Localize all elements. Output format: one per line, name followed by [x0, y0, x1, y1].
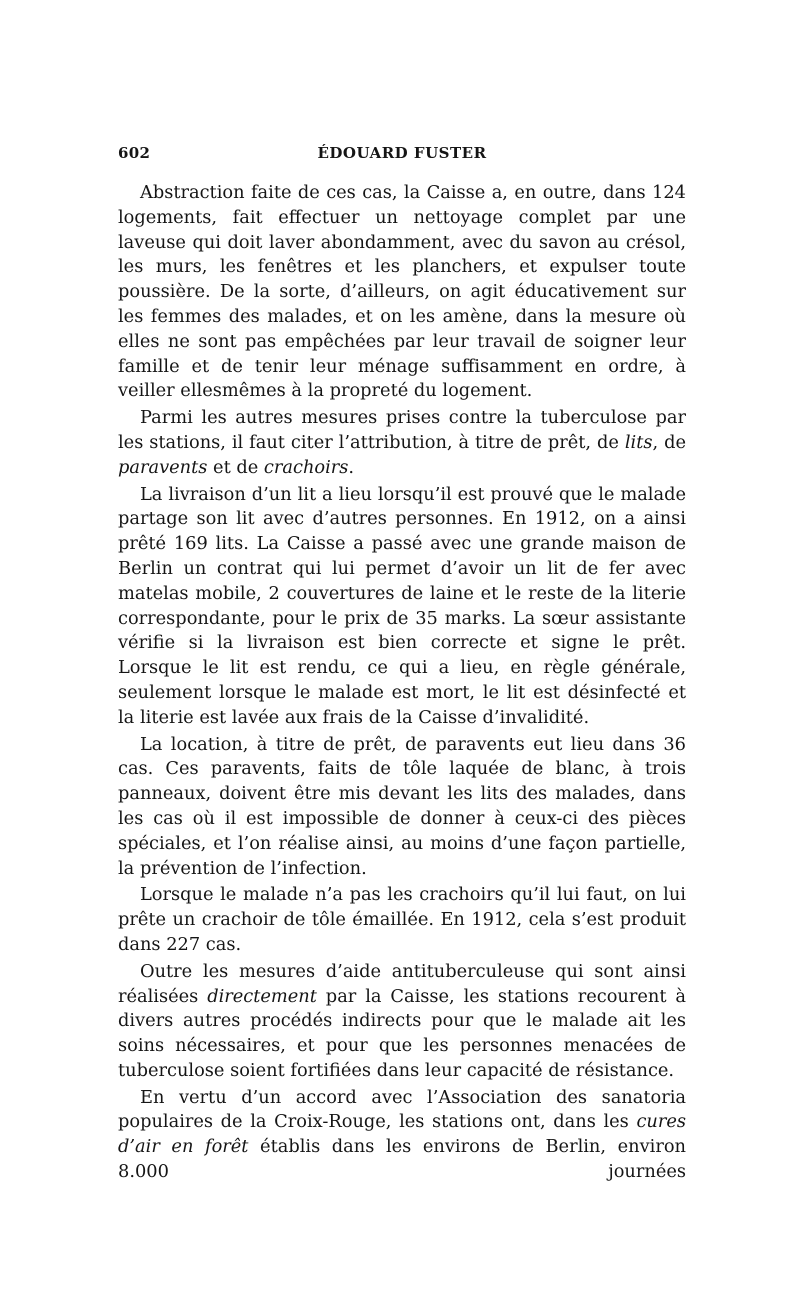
paragraph-text: Outre les mesures d’aide antituberculeuse qui sont ainsi réalisées [118, 960, 686, 1007]
paragraph-bed-delivery [118, 483, 686, 731]
paragraph-text: Parmi les autres mesures prises contre la tuberculose par les stations, il faut citer l’attribution, à titre de prêt, de [118, 407, 686, 453]
italic-term: cures d’air en forêt [118, 1111, 686, 1158]
page-number: 602 [118, 144, 151, 162]
italic-term: paravents [118, 456, 208, 478]
page-header [118, 144, 686, 168]
paragraph-cleaning [118, 181, 686, 404]
paragraph-screens [118, 733, 686, 882]
italic-term: lits [624, 431, 653, 453]
paragraph-red-cross-agreement [118, 1086, 686, 1185]
paragraph-text: par la Caisse, les stations recourent à divers autres procédés indirects pour que le malade ait les soins nécessaires, et pour que les personnes menacées de tuberculose soient fortifiées dans leur capacité de résistance. [118, 985, 686, 1081]
running-title: ÉDOUARD FUSTER [317, 144, 487, 162]
paragraph-text: et de [207, 456, 264, 478]
paragraph-loan-measures [118, 406, 686, 480]
paragraph-text: établis dans les environs de Berlin, environ 8.000 journées [118, 1136, 687, 1183]
paragraph-text: Lorsque le malade n’a pas les crachoirs qu’il lui faut, on lui prête un crachoir de tôle émaillée. En 1912, cela s’est produit dans 227 cas. [118, 884, 686, 955]
paragraph-text: Abstraction faite de ces cas, la Caisse a, en outre, dans 124 logements, fait effectuer un nettoyage complet par une laveuse qui doit laver abondamment, avec du savon au crésol, les murs, les fenêtres et les planchers, et expulser toute poussière. De la sorte, d’ailleurs, on agit éducativement sur les femmes des malades, et on les amène, dans la mesure où elles ne sont pas empêchées par leur travail de soigner leur famille et de tenir leur ménage suffisamment en ordre, à veiller ellesmêmes à la propreté du logement. [118, 182, 686, 402]
paragraph-text: En vertu d’un accord avec l’Association des sanatoria populaires de la Croix-Rouge, les stations ont, dans les [118, 1086, 686, 1133]
paragraph-text: , de [652, 431, 687, 453]
italic-term: crachoirs [263, 456, 349, 478]
paragraph-text: . [348, 456, 355, 478]
paragraph-spittoons [118, 883, 686, 957]
paragraph-text: La location, à titre de prêt, de paravents eut lieu dans 36 cas. Ces paravents, faits de tôle laquée de blanc, à trois panneaux, doivent être mis devant les lits des malades, dans les cas où il est impossible de donner à ceux-ci des pièces spéciales, et l’on réalise ainsi, au moins d’une façon partielle, la prévention de l’infection. [118, 733, 686, 879]
paragraph-indirect-measures [118, 960, 686, 1084]
body-text [118, 181, 686, 1185]
italic-term: directement [207, 985, 317, 1007]
paragraph-text: La livraison d’un lit a lieu lorsqu’il est prouvé que le malade partage son lit avec d’autres personnes. En 1912, on a ainsi prêté 169 lits. La Caisse a passé avec une grande maison de Berlin un contrat qui lui permet d’avoir un lit de fer avec matelas mobile, 2 couvertures de laine et le reste de la literie correspondante, pour le prix de 35 marks. La sœur assistante vérifie si la livraison est bien correcte et signe le prêt. Lorsque le lit est rendu, ce qui a lieu, en règle générale, seulement lorsque le malade est mort, le lit est désinfecté et la literie est lavée aux frais de la Caisse d’invalidité. [118, 483, 686, 728]
